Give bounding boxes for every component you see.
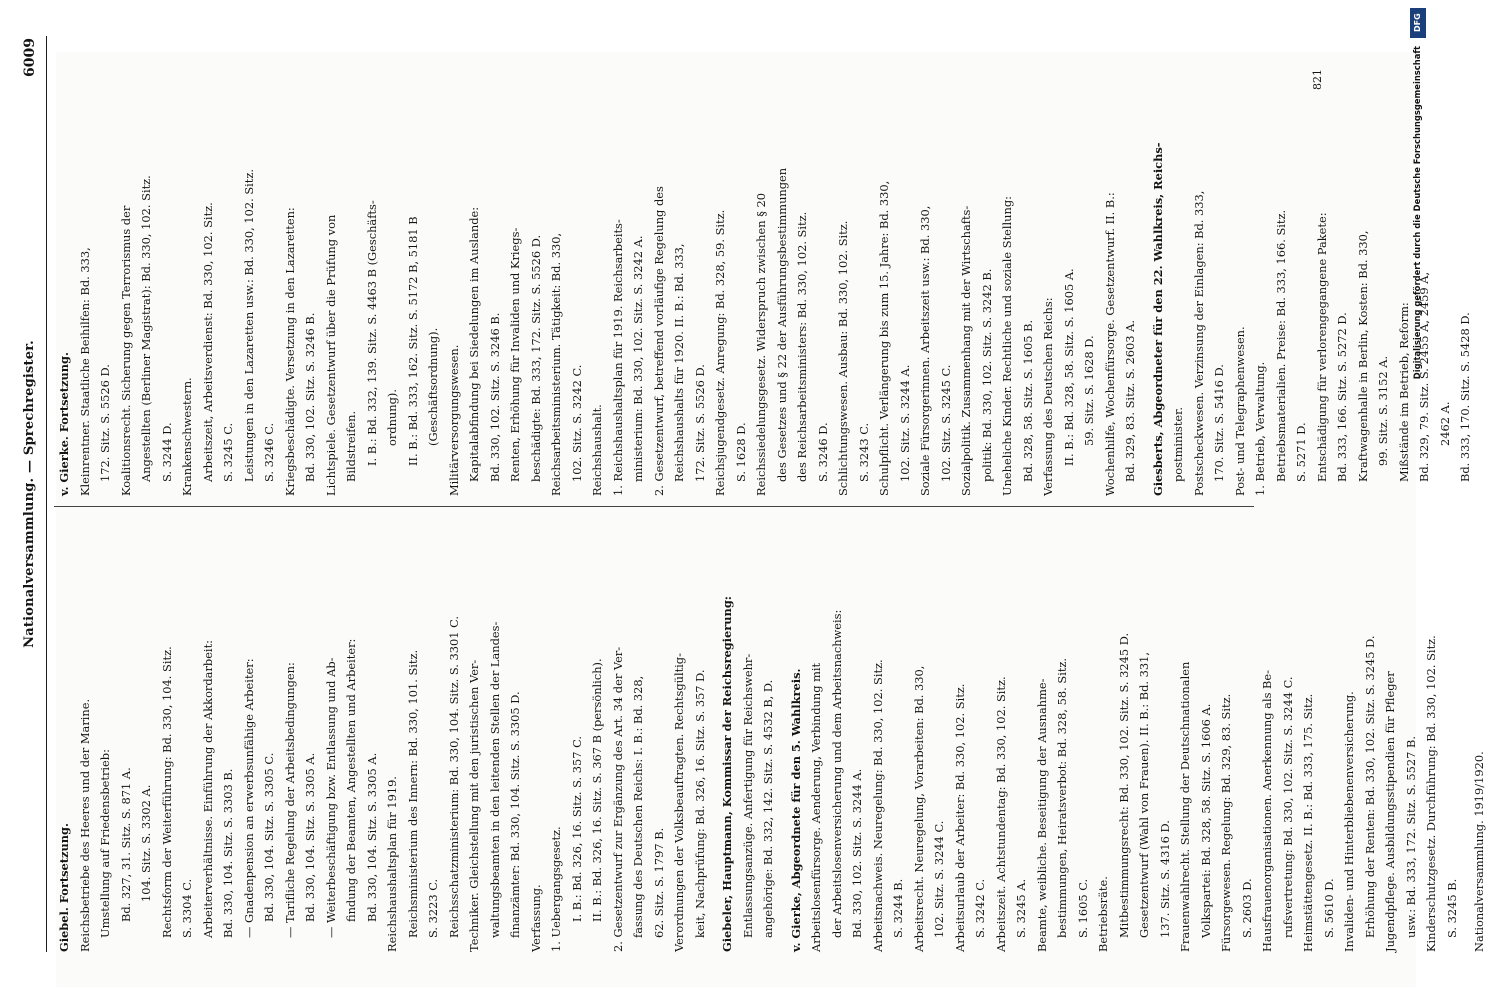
index-line: Reichsbetriebe des Heeres und der Marine. <box>77 698 92 952</box>
index-line: Umstellung auf Friedensbetrieb: <box>98 749 112 938</box>
index-line: 172. Sitz. S. 5526 D. <box>692 364 707 482</box>
index-line: II. B.: Bd. 326, 16. Sitz. S. 367 B (persönlich). <box>590 658 604 922</box>
index-line: Reichshaushaltsplan für 1919. <box>385 776 399 952</box>
index-line: Bd. 328, 58. Sitz. S. 1605 B. <box>1020 319 1035 482</box>
index-line: Sozialpolitik. Zusammenhang mit der Wirtschafts- <box>959 205 973 496</box>
index-line: — Weiterbeschäftigung bzw. Entlassung und Ab- <box>323 657 338 938</box>
index-line: keit, Nachprüfung: Bd. 326, 16. Sitz. S. 357 D. <box>692 669 707 938</box>
index-line: postminister. <box>1171 407 1185 482</box>
index-line: v. Gierke. Fortsetzung. <box>57 352 71 496</box>
index-line: Fürsorgewesen. Regelung: Bd. 329, 83. Sitz. <box>1219 693 1233 952</box>
index-line: ministerium: Bd. 330, 102. Sitz. S. 3242 A. <box>631 235 645 482</box>
index-line: Mitbestimmungsrecht: Bd. 330, 102. Sitz. S. 3245 D. <box>1116 632 1131 938</box>
index-line: Volkspartei: Bd. 328, 58. Sitz. S. 1606 A. <box>1198 703 1213 938</box>
index-line: Verfassung. <box>528 884 543 952</box>
index-line: Angestellten (Berliner Magistrat): Bd. 330, 102. Sitz. <box>139 175 153 482</box>
index-line: Arbeitsurlaub der Arbeiter: Bd. 330, 102. Sitz. <box>952 683 967 952</box>
index-line: Bd. 330, 102. Sitz. S. 3246 B. <box>303 312 317 482</box>
index-line: Verfassung des Deutschen Reichs: <box>1041 297 1055 496</box>
header-title: Nationalversammlung. — Sprechregister. <box>22 340 37 648</box>
index-line: 1. Betrieb, Verwaltung. <box>1253 361 1267 496</box>
index-line: 1. Uebergangsgesetz. <box>549 826 563 952</box>
index-line: Bd. 330, 102. Sitz. S. 3246 B. <box>487 312 502 482</box>
index-line: S. 3223 C. <box>426 878 440 938</box>
index-line: 172. Sitz. S. 5526 D. <box>98 364 112 482</box>
index-line: Uneheliche Kinder. Rechtliche und soziale Stellung: <box>1000 196 1014 496</box>
index-line: Soziale Fürsorgerinnen. Arbeitszeit usw.: Bd. 330, <box>918 205 932 496</box>
index-line: Arbeiterverhältnisse. Einführung der Akkordarbeit: <box>200 640 215 938</box>
index-line: 102. Sitz. S. 3244 C. <box>932 820 946 938</box>
index-line: Giesberts, Abgeordneter für den 22. Wahlkreis, Reichs- <box>1150 142 1165 496</box>
index-line: S. 3244 D. <box>159 422 174 482</box>
index-line: Entlassungsanzüge. Anfertigung für Reichswehr- <box>740 653 755 938</box>
index-line: 2. Gesetzentwurf zur Ergänzung des Art. 34 der Ver- <box>610 646 625 952</box>
index-line: Kraftwagenhalle in Berlin, Kosten: Bd. 330, <box>1355 230 1370 482</box>
index-line: II. B.: Bd. 328, 58. Sitz. S. 1605 A. <box>1061 268 1076 466</box>
index-line: Bd. 333, 170. Sitz. S. 5428 D. <box>1458 312 1472 482</box>
index-line: Erhöhung der Renten: Bd. 330, 102. Sitz. S. 3245 D. <box>1362 635 1377 938</box>
left-column <box>54 520 1486 952</box>
index-line: Entschädigung für verlorengegangene Pakete: <box>1314 212 1329 482</box>
index-line: Reichsarbeitsministerium. Tätigkeit: Bd. 330, <box>549 232 563 496</box>
index-line: S. 3245 A. <box>1014 878 1028 938</box>
index-line: Schulpflicht. Verlängerung bis zum 15. Jahre: Bd. 330, <box>877 180 891 496</box>
index-line: Betriebsräte. <box>1096 876 1110 952</box>
index-line: des Gesetzes und § 22 der Ausführungsbestimmungen <box>774 167 789 482</box>
index-line: Kleinrentner. Staatliche Beihilfen: Bd. 333, <box>77 247 92 496</box>
index-line: Schlichtungswesen. Ausbau: Bd. 330, 102. Sitz. <box>836 220 850 496</box>
index-line: ordnung). <box>385 389 399 446</box>
index-line: Kinderschutzgesetz. Durchführung: Bd. 330, 102. Sitz. <box>1424 635 1438 952</box>
index-line: S. 1628 D. <box>733 422 748 482</box>
index-line: 59. Sitz. S. 1628 D. <box>1082 335 1096 446</box>
index-line: S. 3304 C. <box>180 878 194 938</box>
digitization-credit: Digitalisierung gefördert durch die Deutsche Forschungsgemeinschaft <box>1412 46 1422 380</box>
index-line: Hausfrauenorganisationen. Anerkennung als Be- <box>1260 669 1274 952</box>
index-line: Heimstättengesetz. II. B.: Bd. 333, 175. Sitz. <box>1301 693 1315 952</box>
index-line: 1. Reichshaushaltsplan für 1919. Reichsarbeits- <box>610 219 625 496</box>
index-line: 137. Sitz. S. 4316 D. <box>1157 820 1172 938</box>
column-divider <box>54 506 1254 507</box>
index-line: — Gnadenpension an erwerbsunfähige Arbeiter: <box>241 658 256 938</box>
index-line: Reichshaushalt. <box>590 404 604 496</box>
index-line: Reichsjugendgesetz. Anregung: Bd. 328, 59. Sitz. <box>713 209 727 496</box>
dfg-sidebar <box>1408 8 1430 988</box>
index-line: S. 1605 C. <box>1075 878 1090 938</box>
index-line: waltungsbeamten in den leitenden Stellen der Landes- <box>487 621 502 938</box>
index-line: II. B.: Bd. 333, 162. Sitz. S. 5172 B, 5181 B <box>405 216 420 466</box>
index-line: S. 3246 C. <box>262 422 276 482</box>
index-line: Rechtsform der Weiterführung: Bd. 330, 104. Sitz. <box>159 646 174 938</box>
index-line: 2462 A. <box>1437 401 1452 446</box>
index-line: Reichsschatzministerium: Bd. 330, 104. Sitz. S. 3301 C. <box>446 615 461 938</box>
index-line: 99. Sitz. S. 3152 A. <box>1376 355 1390 466</box>
index-line: Leistungen in den Lazaretten usw.: Bd. 330, 102. Sitz. <box>241 169 256 482</box>
index-line: Koalitionsrecht. Sicherung gegen Terrorismus der <box>118 205 133 496</box>
index-line: Techniker. Gleichstellung mit den juristischen Ver- <box>467 659 481 952</box>
index-line: S. 3245 C. <box>221 422 235 482</box>
index-line: 2. Gesetzentwurf, betreffend vorläufige Regelung des <box>651 186 666 496</box>
index-line: Wochenhilfe, Wochenfürsorge. Gesetzentwurf. II. B.: <box>1102 192 1117 496</box>
dfg-logo: DFG <box>1410 8 1426 38</box>
index-line: S. 3245 B. <box>1444 878 1459 938</box>
index-line: Militärversorgungswesen. <box>446 344 461 496</box>
index-line: Jugendpflege. Ausbildungsstipendien für Pfleger <box>1383 671 1397 952</box>
index-line: Mißstände im Betrieb, Reform: <box>1396 302 1411 482</box>
index-line: Bd. 327, 31. Sitz. S. 871 A. <box>118 767 133 922</box>
index-line: Bd. 330, 104. Sitz. S. 3305 A. <box>364 752 379 922</box>
index-line: 170. Sitz. S. 5416 D. <box>1212 364 1226 482</box>
index-line: Krankenschwestern. <box>180 377 194 496</box>
index-line: Bd. 329, 83. Sitz. S. 2603 A. <box>1123 320 1137 482</box>
index-line: Bd. 333, 166. Sitz. S. 5272 D. <box>1335 312 1349 482</box>
index-line: Frauenwahlrecht. Stellung der Deutschnationalen <box>1178 661 1192 952</box>
index-line: Reichsministerium des Innern: Bd. 330, 101. Sitz. <box>405 649 420 938</box>
index-line: Bd. 330, 104. Sitz. S. 3305 A. <box>303 752 317 922</box>
index-line: rufsvertretung: Bd. 330, 102. Sitz. S. 3244 C. <box>1280 676 1295 938</box>
index-line: angehörige: Bd. 332, 142. Sitz. S. 4532 B, D. <box>761 679 775 938</box>
sheet-number: 821 <box>1311 69 1324 90</box>
index-line: findung der Beamten, Angestellten und Arbeiter: <box>344 638 358 922</box>
index-line: Gesetzentwurf (Wahl von Frauen). II. B.: Bd. 331, <box>1137 651 1151 938</box>
index-line: des Reichsarbeitsministers: Bd. 330, 102. Sitz. <box>795 211 809 482</box>
index-line: S. 3244 B. <box>891 878 905 938</box>
index-line: Postscheckwesen. Verzinsung der Einlagen: Bd. 333, <box>1191 190 1206 496</box>
index-line: bestimmungen, Heiratsverbot: Bd. 328, 58. Sitz. <box>1055 657 1069 938</box>
index-line: Beamte, weibliche. Beseitigung der Ausnahme- <box>1034 678 1049 952</box>
index-line: Arbeitszeit. Achtstundentag: Bd. 330, 102. Sitz. <box>993 676 1008 952</box>
index-line: 102. Sitz. S. 3245 C. <box>938 364 953 482</box>
index-line: politik: Bd. 330, 102. Sitz. S. 3242 B. <box>979 268 994 482</box>
index-line: Reichssiedelungsgesetz. Widerspruch zwischen § 20 <box>754 192 768 496</box>
index-line: der Arbeitslosenversicherung und dem Arbeitsnachweis: <box>829 609 844 938</box>
index-line: Bd. 330, 104. Sitz. S. 3303 B. <box>221 768 235 938</box>
index-line: I. B.: Bd. 332, 139. Sitz. S. 4463 B (Geschäfts- <box>364 200 379 466</box>
index-line: fassung des Deutschen Reichs: I. B.: Bd. 328, <box>631 675 645 938</box>
index-line: S. 5610 D. <box>1321 878 1336 938</box>
index-line: Bd. 330, 102. Sitz. S. 3244 A. <box>850 768 864 938</box>
index-line: S. 3243 C. <box>856 422 871 482</box>
index-line: v. Gierke, Abgeordnete für den 5. Wahlkreis. <box>788 668 803 952</box>
index-line: Giebeler, Hauptmann, Kommissar der Reichsregierung: <box>720 596 734 952</box>
index-line: S. 3246 D. <box>815 422 830 482</box>
index-line: Kapitalabfindung bei Siedelungen im Auslande: <box>467 206 481 482</box>
index-line: Lichtspiele. Gesetzentwurf über die Prüfung von <box>323 214 338 496</box>
index-line: Verordnungen der Volksbeauftragten. Rechtsgültig- <box>672 653 686 952</box>
index-line: Betriebsmaterialien. Preise: Bd. 333, 166. Sitz. <box>1273 209 1288 482</box>
index-line: Post- und Telegraphenwesen. <box>1232 326 1247 496</box>
index-line: Nationalversammlung. 1919/1920. <box>1472 751 1486 952</box>
index-line: Arbeitslosenfürsorge. Aenderung, Verbindung mit <box>809 662 823 952</box>
index-line: Arbeitszeit, Arbeitsverdienst: Bd. 330, 102. Sitz. <box>200 202 215 482</box>
index-line: I. B.: Bd. 326, 16. Sitz. S. 357 C. <box>569 735 584 922</box>
index-line: Invaliden- und Hinterbliebenenversicherung. <box>1342 691 1356 952</box>
index-line: S. 2603 D. <box>1239 878 1254 938</box>
index-line: Renten, Erhöhung für Invaliden und Kriegs- <box>508 227 522 482</box>
page-number: 6009 <box>22 38 38 77</box>
index-line: finanzämter: Bd. 330, 104. Sitz. S. 3305 D. <box>508 691 522 938</box>
index-line: 102. Sitz. S. 3244 A. <box>897 364 912 482</box>
index-line: S. 5271 D. <box>1294 422 1308 482</box>
index-line: Bd. 330, 104. Sitz. S. 3305 C. <box>262 752 276 922</box>
index-line: 62. Sitz. S. 1797 B. <box>651 827 666 938</box>
index-line: 104. Sitz. S. 3302 A. <box>139 784 153 902</box>
index-line: Bildstreifen. <box>344 410 358 482</box>
index-line: Kriegsbeschädigte. Versetzung in den Lazaretten: <box>282 207 297 496</box>
index-line: Bd. 329, 79. Sitz. S. 2455 A, 2459 A, <box>1417 271 1431 482</box>
index-line: beschädigte: Bd. 333, 172. Sitz. S. 5526 D. <box>528 234 543 482</box>
index-line: S. 3242 C. <box>973 878 987 938</box>
index-line: — Tarifliche Regelung der Arbeitsbedingungen: <box>282 662 297 938</box>
index-line: 102. Sitz. S. 3242 C. <box>569 364 584 482</box>
index-line: Reichshaushalts für 1920. II. B.: Bd. 333, <box>672 243 686 482</box>
index-line: Arbeitsnachweis. Neuregelung: Bd. 330, 102. Sitz. <box>870 659 885 952</box>
index-line: (Geschäftsordnung). <box>426 327 440 446</box>
index-line: Arbeitsrecht. Neuregelung, Vorarbeiten: Bd. 330, <box>911 665 926 952</box>
index-line: Giebel. Fortsetzung. <box>57 823 71 952</box>
index-line: usw.: Bd. 333, 172. Sitz. S. 5527 B. <box>1403 735 1418 938</box>
page-header <box>14 36 47 952</box>
